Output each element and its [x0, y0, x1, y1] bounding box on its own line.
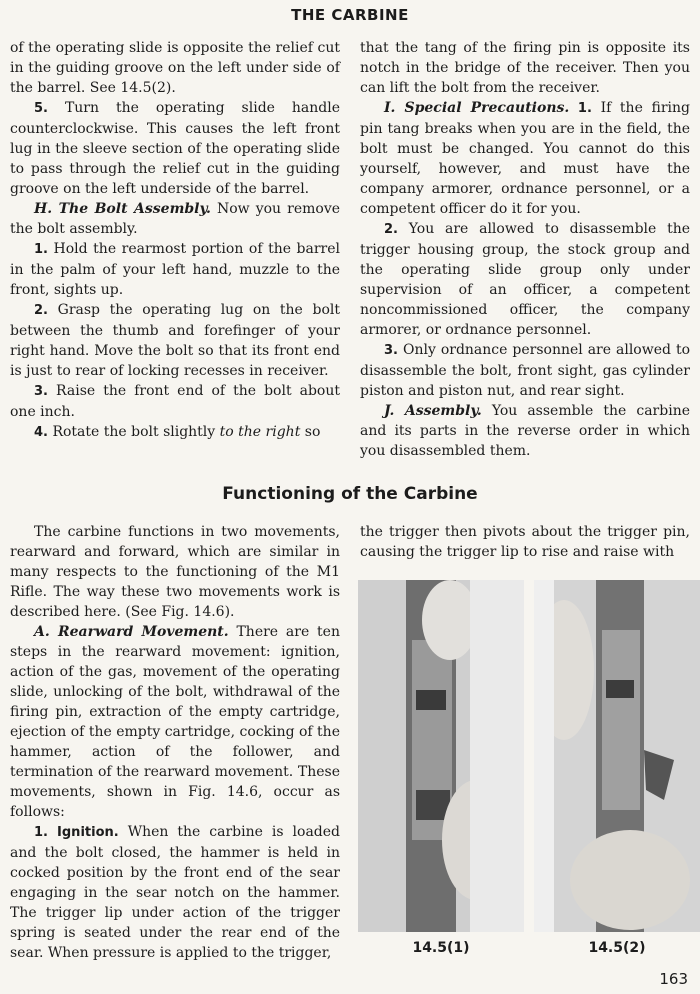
paragraph: the trigger then pivots about the trigger pin, causing the trigger lip to rise and raise with [360, 524, 690, 560]
carbine-receiver-photo-2 [534, 580, 700, 932]
subsection-text: You assemble the carbine and its parts in the reverse order in which you disassembled them. [360, 403, 690, 459]
section-title: Functioning of the Carbine [222, 484, 478, 504]
step-text: Raise the front end of the bolt about one inch. [10, 383, 341, 420]
step-number: 3. [384, 343, 398, 358]
paragraph-step-1 [10, 239, 340, 300]
paragraph-a-heading [10, 622, 340, 822]
carbine-receiver-photo-1 [358, 580, 524, 932]
figure-caption-2: 14.5(2) [588, 940, 646, 956]
paragraph-i-heading [360, 98, 690, 219]
paragraph-step-2 [360, 219, 690, 340]
running-head: THE CARBINE [291, 6, 409, 24]
top-right-column [360, 38, 690, 461]
subsection-text: There are ten steps in the rearward movement: ignition, action of the gas, movement of the operating slide, unlocking of the bolt, withdrawal of the firing pin, extraction of the empty cartridge, ejection of the empty cartridge, cocking of the hammer, action of the follower, and termination of the rearward movement. These movements, shown in Fig. 14.6, occur as follows: [10, 624, 340, 820]
paragraph-j-heading [360, 401, 690, 461]
step-text: If the firing pin tang breaks when you are in the field, the bolt must be changed. You cannot do this yourself, however, and must have the company armorer, ordnance personnel, or a competent officer do it for you. [360, 100, 690, 217]
step-text: so [304, 424, 321, 440]
subsection-heading: J. Assembly. [384, 403, 482, 419]
subsection-heading: H. The Bolt Assembly. [34, 201, 211, 217]
page-number: 163 [659, 970, 688, 988]
subsection-heading: A. Rearward Movement. [34, 624, 229, 640]
paragraph-step-3 [360, 340, 690, 401]
step-text: Turn the operating slide handle counterclockwise. This causes the left front lug in the sleeve section of the operating slide to pass through the relief cut in the guiding groove on the left underside of the barrel. [10, 100, 340, 197]
paragraph: The carbine functions in two movements, rearward and forward, which are similar in many respects to the functioning of the M1 Rifle. The way these two movements work is described here. (See Fig. 14.6). [10, 524, 340, 620]
step-number: 2. [384, 222, 398, 237]
step-number: 2. [34, 303, 48, 318]
step-number: 1. [34, 242, 48, 257]
paragraph: that the tang of the firing pin is opposite its notch in the bridge of the receiver. Then you can lift the bolt from the receiver. [360, 40, 690, 96]
step-text: Only ordnance personnel are allowed to disassemble the bolt, front sight, gas cylinder piston and piston nut, and rear sight. [360, 342, 690, 399]
subsection-text: Now you remove the bolt assembly. [10, 201, 341, 237]
figure-photo-1 [358, 580, 524, 932]
paragraph-step-5 [10, 98, 340, 199]
step-text: Rotate the bolt slightly [52, 424, 216, 440]
step-number: 3. [34, 384, 48, 399]
step-text: You are allowed to disassemble the trigger housing group, the stock group and the operating slide group only under supervision of an officer, a competent noncommissioned officer, the company armorer, or ordnance personnel. [360, 221, 690, 338]
paragraph-step-2 [10, 300, 340, 381]
step-text: Hold the rearmost portion of the barrel in the palm of your left hand, muzzle to the front, sights up. [10, 241, 340, 298]
step-text: When the carbine is loaded and the bolt closed, the hammer is held in cocked position by the front end of the sear engaging in the sear notch on the hammer. The trigger lip under action of the trigger spring is seated under the rear end of the sear. When pressure is applied to the trigger, [10, 824, 340, 961]
paragraph-step-4 [10, 422, 340, 443]
subsection-heading: I. Special Precautions. [384, 100, 570, 116]
top-left-column [10, 38, 340, 443]
bottom-left-column [10, 522, 340, 963]
step-number: 1. [577, 101, 592, 116]
figure-caption-1: 14.5(1) [412, 940, 470, 956]
paragraph: of the operating slide is opposite the relief cut in the guiding groove on the left under side of the barrel. See 14.5(2). [10, 40, 340, 96]
step-number: 5. [34, 101, 48, 116]
paragraph-step-3 [10, 381, 340, 422]
step-text: Grasp the operating lug on the bolt between the thumb and forefinger of your right hand. Move the bolt so that its front end is just to rear of locking recesses in receiver. [10, 302, 340, 379]
emphasis-text: to the right [219, 424, 301, 440]
bottom-right-column [360, 522, 690, 562]
step-number: 4. [34, 425, 48, 440]
paragraph-ignition [10, 822, 340, 963]
step-heading: 1. Ignition. [34, 825, 119, 840]
paragraph-h-heading [10, 199, 340, 239]
figure-photo-2 [534, 580, 700, 932]
